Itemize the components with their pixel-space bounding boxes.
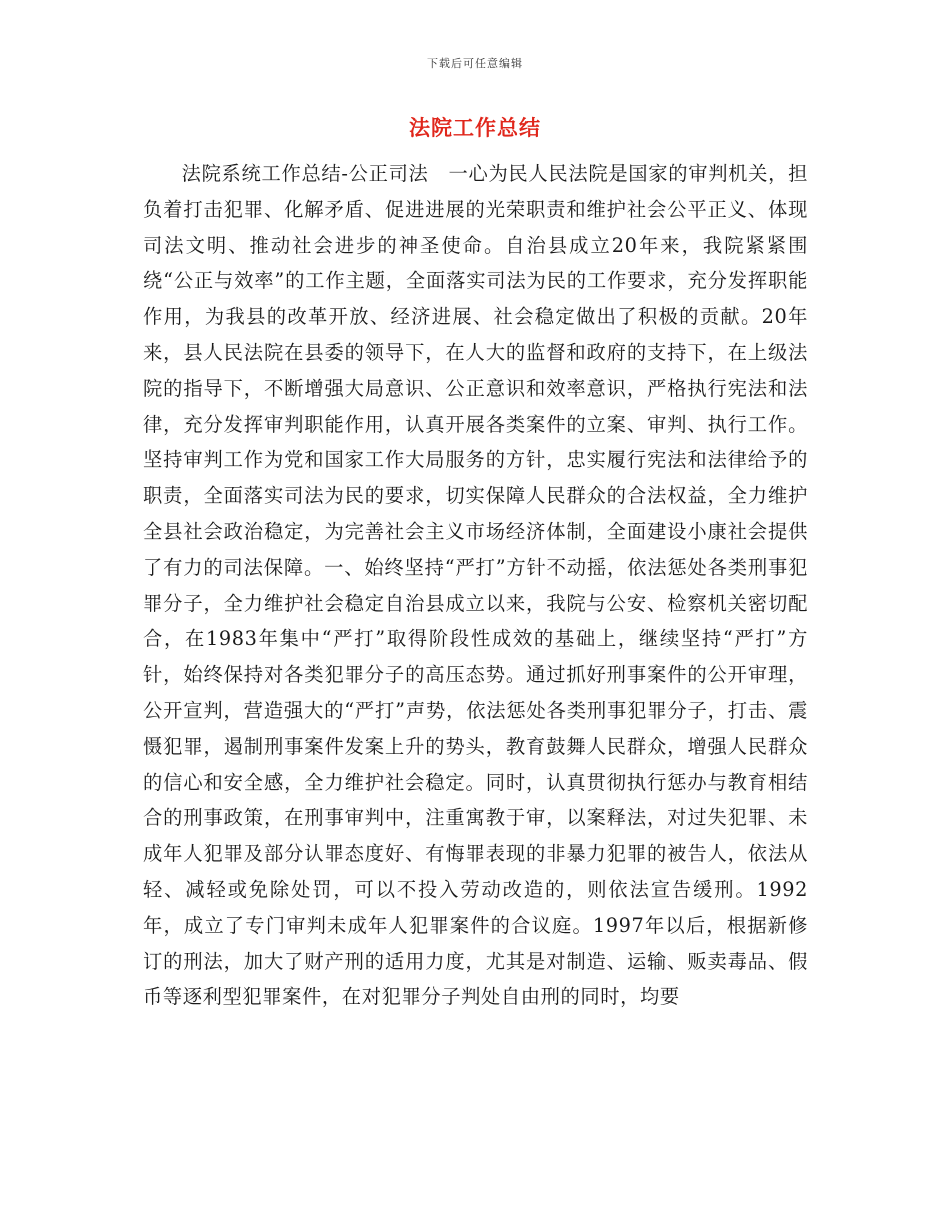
body-paragraph: 法院系统工作总结-公正司法 一心为民人民法院是国家的审判机关，担负着打击犯罪、化解矛盾、促进进展的光荣职责和维护社会公平正义、体现司法文明、推动社会进步的神圣使命。自治县成立20年来，我院紧紧围绕“公正与效率”的工作主题，全面落实司法为民的工作要求，充分发挥职能作用，为我县的改革开放、经济进展、社会稳定做出了积极的贡献。20年来，县人民法院在县委的领导下，在人大的监督和政府的支持下，在上级法院的指导下，不断增强大局意识、公正意识和效率意识，严格执行宪法和法律，充分发挥审判职能作用，认真开展各类案件的立案、审判、执行工作。坚持审判工作为党和国家工作大局服务的方针，忠实履行宪法和法律给予的职责，全面落实司法为民的要求，切实保障人民群众的合法权益，全力维护全县社会政治稳定，为完善社会主义市场经济体制，全面建设小康社会提供了有力的司法保障。一、始终坚持“严打”方针不动摇，依法惩处各类刑事犯罪分子，全力维护社会稳定自治县成立以来，我院与公安、检察机关密切配合，在1983年集中“严打”取得阶段性成效的基础上，继续坚持“严打”方针，始终保持对各类犯罪分子的高压态势。通过抓好刑事案件的公开审理，公开宣判，营造强大的“严打”声势，依法惩处各类刑事犯罪分子，打击、震慑犯罪，遏制刑事案件发案上升的势头，教育鼓舞人民群众，增强人民群众的信心和安全感，全力维护社会稳定。同时，认真贯彻执行惩办与教育相结合的刑事政策，在刑事审判中，注重寓教于审，以案释法，对过失犯罪、未成年人犯罪及部分认罪态度好、有悔罪表现的非暴力犯罪的被告人，依法从轻、减轻或免除处罚，可以不投入劳动改造的，则依法宣告缓刑。1992年，成立了专门审判未成年人犯罪案件的合议庭。1997年以后，根据新修订的刑法，加大了财产刑的适用力度，尤其是对制造、运输、贩卖毒品、假币等逐利型犯罪案件，在对犯罪分子判处自由刑的同时，均要	[143, 162, 808, 1009]
document-title: 法院工作总结	[409, 116, 541, 140]
header-note: 下载后可任意编辑	[427, 57, 523, 70]
